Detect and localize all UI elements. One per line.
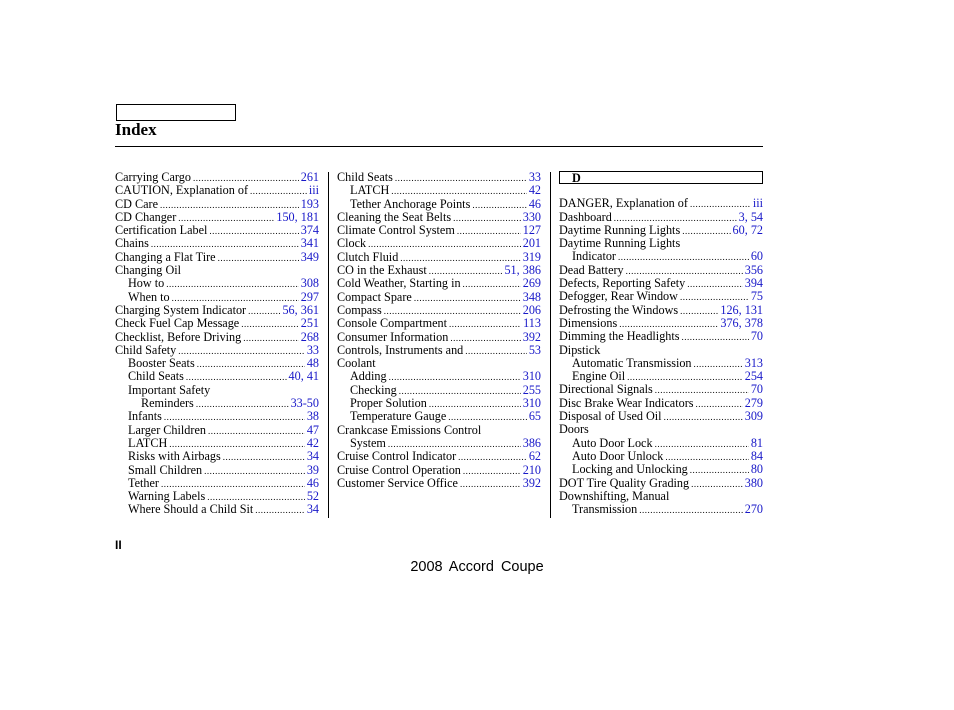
dot-leader	[680, 305, 718, 317]
entry-label: CD Changer	[115, 210, 177, 224]
page-reference-link[interactable]: 330	[522, 210, 541, 224]
index-entry	[115, 237, 319, 250]
entry-label: How to	[128, 277, 165, 291]
entry-label: Chains	[115, 237, 149, 251]
index-entry	[337, 477, 541, 490]
page-reference-link[interactable]: iii	[308, 184, 319, 198]
index-entry	[115, 424, 319, 437]
entry-label: Defogger, Rear Window	[559, 290, 678, 304]
entry-label: Cruise Control Indicator	[337, 450, 457, 464]
index-entry	[559, 277, 763, 290]
entry-label: Cleaning the Seat Belts	[337, 210, 452, 224]
index-entry	[115, 224, 319, 237]
page-reference-link[interactable]: iii	[752, 197, 763, 211]
page-reference-link[interactable]: 313	[744, 356, 763, 370]
dot-leader	[161, 478, 305, 490]
entry-label: Child Safety	[115, 343, 177, 357]
index-entry	[337, 304, 541, 317]
index-entry	[559, 224, 763, 237]
dot-leader	[218, 252, 299, 264]
entry-label: Dimensions	[559, 316, 618, 330]
dot-leader	[166, 278, 298, 290]
dot-leader	[395, 172, 527, 184]
page-reference-link[interactable]: 310	[522, 370, 541, 384]
index-entry	[337, 464, 541, 477]
page-reference-link[interactable]: 348	[522, 290, 541, 304]
dot-leader	[690, 198, 751, 210]
dot-leader	[626, 265, 743, 277]
page-reference-link[interactable]: 376, 378	[720, 316, 763, 330]
section-tab-box	[116, 104, 236, 121]
entry-label: Booster Seats	[128, 357, 195, 371]
index-entry	[559, 450, 763, 463]
index-entry	[115, 397, 319, 410]
dot-leader	[463, 278, 521, 290]
entry-label: Dead Battery	[559, 263, 624, 277]
dot-leader	[465, 345, 527, 357]
index-entry	[337, 410, 541, 423]
entry-label: Auto Door Lock	[572, 436, 653, 450]
index-entry	[559, 250, 763, 263]
entry-label: DOT Tire Quality Grading	[559, 476, 690, 490]
page-reference-link[interactable]: 269	[522, 277, 541, 291]
index-entry	[115, 291, 319, 304]
index-entry	[559, 330, 763, 343]
entry-label: Engine Oil	[572, 370, 626, 384]
index-entry	[559, 437, 763, 450]
dot-leader	[463, 465, 521, 477]
index-entry	[337, 344, 541, 357]
entry-label: Small Children	[128, 463, 203, 477]
entry-label: System	[350, 436, 386, 450]
index-entry	[115, 503, 319, 516]
index-entry	[337, 384, 541, 397]
entry-label: Daytime Running Lights	[559, 237, 681, 251]
index-entry	[559, 370, 763, 383]
index-entry	[337, 277, 541, 290]
dot-leader	[209, 225, 298, 237]
index-entry	[115, 331, 319, 344]
entry-label: Where Should a Child Sit	[128, 503, 254, 517]
entry-label: Child Seats	[128, 370, 184, 384]
dot-leader	[680, 291, 749, 303]
page-reference-link[interactable]: 319	[522, 250, 541, 264]
index-entry	[337, 251, 541, 264]
entry-label: Dipstick	[559, 343, 601, 357]
entry-label: Checklist, Before Driving	[115, 330, 242, 344]
page-reference-link[interactable]: 201	[522, 237, 541, 251]
index-entry	[115, 384, 319, 397]
entry-label: Consumer Information	[337, 330, 449, 344]
page-reference-link[interactable]: 34	[306, 503, 319, 517]
page-reference-link[interactable]: 75	[750, 290, 763, 304]
entry-label: Downshifting, Manual	[559, 489, 670, 503]
index-entry	[337, 370, 541, 383]
entry-label: CAUTION, Explanation of	[115, 184, 249, 198]
page-reference-link[interactable]: 386	[522, 436, 541, 450]
dot-leader	[458, 451, 527, 463]
page-reference-link[interactable]: 210	[522, 463, 541, 477]
index-entry	[559, 264, 763, 277]
dot-leader	[223, 451, 305, 463]
entry-label: Infants	[128, 410, 162, 424]
index-entry	[337, 264, 541, 277]
page-reference-link[interactable]: 34	[306, 450, 319, 464]
index-entry	[115, 264, 319, 277]
page-reference-link[interactable]: 392	[522, 476, 541, 490]
dot-leader	[682, 331, 749, 343]
page-reference-link[interactable]: 308	[300, 277, 319, 291]
dot-leader	[178, 212, 274, 224]
page-reference-link[interactable]: 65	[528, 410, 541, 424]
dot-leader	[255, 504, 305, 516]
entry-label: When to	[128, 290, 170, 304]
entry-label: Defrosting the Windows	[559, 303, 679, 317]
column-divider-2	[550, 172, 551, 518]
page-reference-link[interactable]: 251	[300, 317, 319, 331]
index-entry	[559, 490, 763, 503]
index-entry	[115, 410, 319, 423]
index-entry	[115, 251, 319, 264]
entry-label: CD Care	[115, 197, 158, 211]
entry-label: DANGER, Explanation of	[559, 197, 688, 211]
page-reference-link[interactable]: 150, 181	[276, 210, 319, 224]
entry-label: Locking and Unlocking	[572, 463, 688, 477]
entry-label: Doors	[559, 423, 589, 437]
entry-label: Transmission	[572, 503, 638, 517]
page-reference-link[interactable]: 46	[306, 476, 319, 490]
page-reference-link[interactable]: 33	[528, 171, 541, 184]
page-reference-link[interactable]: 33	[306, 343, 319, 357]
entry-label: Directional Signals	[559, 383, 653, 397]
dot-leader	[665, 451, 748, 463]
dot-leader	[151, 238, 299, 250]
index-entry	[337, 317, 541, 330]
index-entry	[337, 224, 541, 237]
dot-leader	[690, 464, 749, 476]
entry-label: Carrying Cargo	[115, 171, 191, 184]
page-reference-link[interactable]: 206	[522, 303, 541, 317]
entry-label: Disc Brake Wear Indicators	[559, 396, 694, 410]
footer-model-name: 2008 Accord Coupe	[410, 559, 544, 575]
index-entry	[115, 198, 319, 211]
page-reference-link[interactable]: 42	[306, 436, 319, 450]
dot-leader	[178, 345, 305, 357]
page-reference-link[interactable]: 60, 72	[732, 223, 763, 237]
dot-leader	[400, 252, 520, 264]
entry-label: Cruise Control Operation	[337, 463, 461, 477]
entry-label: Check Fuel Cap Message	[115, 317, 240, 331]
entry-label: Customer Service Office	[337, 476, 458, 490]
page-reference-link[interactable]: 255	[522, 383, 541, 397]
dot-leader	[164, 411, 305, 423]
entry-label: Coolant	[337, 357, 376, 371]
page-reference-link[interactable]: 113	[523, 317, 541, 331]
index-entry	[115, 477, 319, 490]
index-entry	[337, 198, 541, 211]
page-reference-link[interactable]: 126, 131	[720, 303, 763, 317]
index-entry	[559, 197, 763, 210]
index-entry	[337, 424, 541, 437]
index-entry	[115, 357, 319, 370]
index-entry	[115, 490, 319, 503]
page-reference-link[interactable]: 392	[522, 330, 541, 344]
page-reference-link[interactable]: 53	[528, 343, 541, 357]
dot-leader	[414, 292, 521, 304]
page-reference-link[interactable]: 309	[744, 410, 763, 424]
page-reference-link[interactable]: 70	[750, 383, 763, 397]
dot-leader	[655, 438, 749, 450]
dot-leader	[691, 478, 743, 490]
index-entry	[337, 397, 541, 410]
entry-label: Reminders	[141, 397, 194, 411]
index-entry	[559, 211, 763, 224]
dot-leader	[169, 438, 305, 450]
entry-label: CO in the Exhaust	[337, 264, 427, 278]
section-letter-heading: D	[559, 171, 763, 184]
dot-leader	[248, 305, 280, 317]
page-reference-link[interactable]: 70	[750, 330, 763, 344]
page-reference-link[interactable]: 279	[744, 396, 763, 410]
dot-leader	[384, 305, 521, 317]
page-reference-link[interactable]: 270	[744, 503, 763, 517]
dot-leader	[172, 292, 299, 304]
dot-leader	[449, 318, 521, 330]
entry-label: Cold Weather, Starting in	[337, 277, 461, 291]
dot-leader	[696, 398, 743, 410]
index-entry	[559, 317, 763, 330]
dot-leader	[457, 225, 521, 237]
dot-leader	[391, 185, 527, 197]
index-column-3	[559, 171, 763, 516]
entry-label: Proper Solution	[350, 397, 427, 411]
index-entry	[337, 171, 541, 184]
dot-leader	[655, 384, 749, 396]
dot-leader	[193, 172, 299, 184]
page-reference-link[interactable]: 80	[750, 463, 763, 477]
dot-leader	[204, 465, 305, 477]
page-reference-link[interactable]: 297	[300, 290, 319, 304]
entry-label: LATCH	[350, 184, 390, 198]
dot-leader	[186, 371, 287, 383]
entry-label: Disposal of Used Oil	[559, 410, 662, 424]
page-reference-link[interactable]: 193	[300, 197, 319, 211]
entry-label: Changing Oil	[115, 264, 182, 278]
entry-label: Daytime Running Lights	[559, 223, 681, 237]
index-entry	[559, 383, 763, 396]
index-entry	[559, 477, 763, 490]
dot-leader	[250, 185, 307, 197]
index-entry	[115, 370, 319, 383]
dot-leader	[614, 212, 737, 224]
index-entry	[337, 211, 541, 224]
dot-leader	[453, 212, 521, 224]
index-entry	[337, 331, 541, 344]
index-entry	[337, 450, 541, 463]
entry-label: Checking	[350, 383, 397, 397]
index-column-2	[337, 171, 541, 490]
dot-leader	[448, 411, 527, 423]
title-rule	[115, 146, 763, 147]
entry-label: Important Safety	[128, 383, 211, 397]
dot-leader	[207, 491, 305, 503]
entry-label: Clutch Fluid	[337, 250, 399, 264]
page-reference-link[interactable]: 84	[750, 449, 763, 463]
dot-leader	[450, 332, 520, 344]
entry-label: Changing a Flat Tire	[115, 250, 216, 264]
entry-label: Tether	[128, 476, 159, 490]
page-reference-link[interactable]: 341	[300, 237, 319, 251]
entry-label: Defects, Reporting Safety	[559, 277, 686, 291]
index-entry	[115, 344, 319, 357]
index-entry	[337, 237, 541, 250]
page-reference-link[interactable]: 356	[744, 263, 763, 277]
page-reference-link[interactable]: 310	[522, 397, 541, 411]
page-reference-link[interactable]: 40, 41	[288, 370, 319, 384]
index-entry	[337, 437, 541, 450]
dot-leader	[664, 411, 743, 423]
dot-leader	[197, 358, 305, 370]
dot-leader	[243, 332, 298, 344]
index-entry	[115, 437, 319, 450]
entry-label: Certification Label	[115, 224, 208, 238]
page-reference-link[interactable]: 52	[306, 490, 319, 504]
dot-leader	[368, 238, 521, 250]
dot-leader	[618, 251, 749, 263]
index-entry	[115, 277, 319, 290]
index-entry	[559, 397, 763, 410]
page-reference-link[interactable]: 127	[522, 224, 541, 238]
page-reference-link[interactable]: 268	[300, 330, 319, 344]
entry-label: Console Compartment	[337, 317, 448, 331]
page-number: II	[115, 538, 122, 552]
dot-leader	[639, 504, 742, 516]
page-reference-link[interactable]: 62	[528, 450, 541, 464]
dot-leader	[429, 398, 521, 410]
index-entry	[115, 450, 319, 463]
entry-label: Clock	[337, 237, 367, 251]
entry-label: Compact Spare	[337, 290, 412, 304]
page-reference-link[interactable]: 254	[744, 370, 763, 384]
entry-label: Risks with Airbags	[128, 450, 221, 464]
index-entry	[337, 357, 541, 370]
index-entry	[559, 503, 763, 516]
index-entry	[559, 290, 763, 303]
index-entry	[559, 237, 763, 250]
page-reference-link[interactable]: 48	[306, 357, 319, 371]
index-entry	[115, 464, 319, 477]
entry-label: Dashboard	[559, 210, 612, 224]
entry-label: Larger Children	[128, 423, 206, 437]
entry-label: Adding	[350, 370, 387, 384]
entry-label: Climate Control System	[337, 224, 455, 238]
page-reference-link[interactable]: 374	[300, 224, 319, 238]
page-reference-link[interactable]: 33-50	[290, 397, 319, 411]
dot-leader	[241, 318, 298, 330]
page-reference-link[interactable]: 60	[750, 250, 763, 264]
page-reference-link[interactable]: 349	[300, 250, 319, 264]
page-reference-link[interactable]: 46	[528, 197, 541, 211]
entry-label: Charging System Indicator	[115, 303, 247, 317]
index-entry	[559, 304, 763, 317]
dot-leader	[682, 225, 730, 237]
index-entry	[337, 291, 541, 304]
page-reference-link[interactable]: 3, 54	[738, 210, 763, 224]
index-entry	[559, 423, 763, 436]
entry-label: Child Seats	[337, 171, 393, 184]
dot-leader	[399, 385, 521, 397]
index-entry	[559, 344, 763, 357]
index-entry	[115, 304, 319, 317]
page-reference-link[interactable]: 38	[306, 410, 319, 424]
entry-label: Crankcase Emissions Control	[337, 423, 482, 437]
entry-label: Controls, Instruments and	[337, 343, 464, 357]
entry-label: Tether Anchorage Points	[350, 197, 471, 211]
page-reference-link[interactable]: 42	[528, 184, 541, 198]
entry-label: Warning Labels	[128, 490, 206, 504]
dot-leader	[619, 318, 718, 330]
dot-leader	[208, 425, 305, 437]
page-reference-link[interactable]: 81	[750, 436, 763, 450]
index-entry	[115, 317, 319, 330]
column-divider-1	[328, 172, 329, 518]
page-reference-link[interactable]: 380	[744, 476, 763, 490]
page-reference-link[interactable]: 56, 361	[282, 303, 319, 317]
dot-leader	[460, 478, 521, 490]
entry-label: Temperature Gauge	[350, 410, 447, 424]
dot-leader	[429, 265, 503, 277]
page-reference-link[interactable]: 261	[300, 171, 319, 184]
index-entry	[115, 171, 319, 184]
index-column-1	[115, 171, 319, 517]
page-title: Index	[115, 120, 157, 139]
dot-leader	[472, 199, 526, 211]
dot-leader	[388, 438, 521, 450]
entry-label: Dimming the Headlights	[559, 330, 680, 344]
dot-leader	[196, 398, 289, 410]
page-reference-link[interactable]: 394	[744, 277, 763, 291]
index-entry	[337, 184, 541, 197]
dot-leader	[627, 371, 743, 383]
entry-label: Automatic Transmission	[572, 356, 692, 370]
index-entry	[559, 463, 763, 476]
index-entry	[559, 410, 763, 423]
dot-leader	[389, 371, 521, 383]
index-entry	[559, 357, 763, 370]
index-entry	[115, 211, 319, 224]
index-entry	[115, 184, 319, 197]
page-reference-link[interactable]: 39	[306, 463, 319, 477]
page-reference-link[interactable]: 47	[306, 423, 319, 437]
entry-label: Indicator	[572, 250, 616, 264]
dot-leader	[687, 278, 742, 290]
entry-label: Compass	[337, 303, 382, 317]
entry-label: Auto Door Unlock	[572, 449, 664, 463]
dot-leader	[694, 358, 743, 370]
page-reference-link[interactable]: 51, 386	[504, 264, 541, 278]
dot-leader	[160, 199, 299, 211]
entry-label: LATCH	[128, 436, 168, 450]
